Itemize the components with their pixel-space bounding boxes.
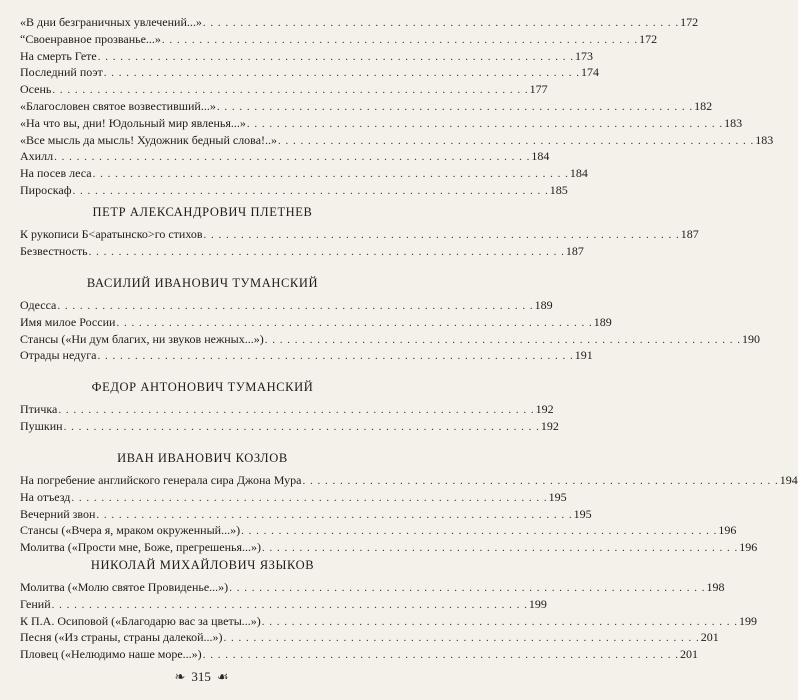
- toc-entry-title: Молитва («Молю святое Провиденье...»): [20, 580, 229, 594]
- toc-entry-page: 191: [574, 348, 593, 363]
- page-footer: [0, 669, 403, 685]
- toc-entry: [20, 165, 588, 182]
- toc-entry: [20, 629, 719, 646]
- toc-entry-title: «Благословен святое возвестивший...»: [20, 98, 216, 113]
- leader-dots: [203, 647, 679, 664]
- leader-dots: [265, 332, 741, 349]
- toc-entry: [20, 579, 725, 596]
- fleuron-left-icon: ❧: [174, 669, 186, 684]
- toc-entry: [20, 522, 737, 539]
- toc-entry-page: 182: [694, 98, 713, 113]
- toc-entry-page: 187: [680, 227, 699, 241]
- toc-entry-page: 199: [528, 596, 547, 611]
- toc-entry-title: На посев леса: [20, 166, 92, 181]
- toc-entry-page: 194: [779, 473, 798, 487]
- toc-entry-page: 172: [639, 31, 658, 46]
- leader-dots: [52, 597, 528, 614]
- toc-entry-page: 198: [706, 580, 725, 594]
- leader-dots: [96, 507, 572, 524]
- toc-entry-page: 201: [679, 647, 698, 662]
- toc-entry: [20, 347, 593, 364]
- leader-dots: [104, 65, 580, 82]
- toc-section-baratynsky: [20, 14, 774, 199]
- toc-entry: [20, 314, 612, 331]
- toc-entry: [20, 596, 547, 613]
- leader-dots: [72, 183, 548, 200]
- leader-dots: [89, 244, 565, 261]
- toc-section-f-tumansky: [20, 401, 559, 435]
- toc-entry: [20, 539, 758, 556]
- leader-dots: [116, 315, 592, 332]
- toc-entry: [20, 115, 743, 132]
- toc-entry-page: 192: [535, 402, 554, 416]
- toc-entry-page: 173: [574, 48, 593, 63]
- section-heading: ФЕДОР АНТОНОВИЧ ТУМАНСКИЙ: [91, 380, 314, 394]
- leader-dots: [98, 49, 574, 66]
- toc-entry: [20, 14, 699, 31]
- toc-entry-page: 189: [534, 298, 553, 312]
- toc-entry-title: На погребение английского генерала сира Джона Мура: [20, 473, 302, 487]
- leader-dots: [93, 166, 569, 183]
- toc-entry: [20, 489, 567, 506]
- leader-dots: [204, 227, 680, 244]
- toc-entry-title: Песня («Из страны, страны далекой...»): [20, 630, 223, 645]
- leader-dots: [229, 580, 705, 597]
- toc-entry-page: 174: [581, 65, 600, 80]
- leader-dots: [262, 614, 738, 631]
- toc-section-kozlov: [20, 472, 798, 556]
- toc-entry-page: 190: [741, 331, 760, 346]
- toc-entry-title: Имя милое России: [20, 314, 116, 329]
- toc-entry-title: Пироскаф: [20, 182, 72, 197]
- leader-dots: [278, 133, 754, 150]
- toc-entry: [20, 226, 699, 243]
- toc-entry: [20, 401, 554, 418]
- toc-entry: [20, 48, 593, 65]
- toc-entry-title: На отъезд: [20, 489, 71, 504]
- toc-entry-page: 195: [573, 506, 592, 521]
- toc-section-v-tumansky: [20, 297, 760, 364]
- toc-entry-title: К рукописи Б<аратынско>го стихов: [20, 227, 203, 241]
- toc-entry-title: Вечерний звон: [20, 506, 96, 521]
- toc-entry: [20, 148, 550, 165]
- leader-dots: [162, 32, 638, 49]
- leader-dots: [241, 523, 717, 540]
- toc-entry-page: 183: [724, 115, 743, 130]
- toc-entry: [20, 331, 760, 348]
- section-heading: ВАСИЛИЙ ИВАНОВИЧ ТУМАНСКИЙ: [86, 276, 319, 290]
- leader-dots: [52, 82, 528, 99]
- toc-entry: [20, 506, 592, 523]
- leader-dots: [217, 99, 693, 116]
- toc-entry-page: 189: [593, 314, 612, 329]
- toc-entry-page: 184: [569, 166, 588, 181]
- toc-entry: [20, 182, 568, 199]
- toc-entry-title: К П.А. Осиповой («Благодарю вас за цветы...»): [20, 613, 261, 628]
- toc-entry-page: 177: [529, 82, 548, 97]
- toc-entry: [20, 646, 698, 663]
- toc-entry-title: Последний поэт: [20, 65, 103, 80]
- toc-entry: [20, 297, 553, 314]
- toc-entry-title: «В дни безграничных увлечений...»: [20, 15, 202, 29]
- section-heading: ПЕТР АЛЕКСАНДРОВИЧ ПЛЕТНЕВ: [92, 205, 313, 219]
- leader-dots: [54, 149, 530, 166]
- leader-dots: [203, 15, 679, 32]
- leader-dots: [64, 419, 540, 436]
- leader-dots: [98, 348, 574, 365]
- toc-entry-page: 185: [549, 182, 568, 197]
- toc-entry-title: Безвестность: [20, 243, 88, 258]
- page-number: 315: [191, 669, 211, 684]
- toc-entry-page: 196: [739, 540, 758, 555]
- toc-entry-page: 184: [531, 149, 550, 164]
- toc-entry: [20, 243, 584, 260]
- toc-entry: [20, 613, 758, 630]
- section-heading: НИКОЛАЙ МИХАЙЛОВИЧ ЯЗЫКОВ: [90, 558, 315, 572]
- toc-entry: [20, 472, 798, 489]
- toc-entry-page: 172: [680, 15, 699, 29]
- toc-entry: [20, 132, 774, 149]
- leader-dots: [58, 402, 534, 419]
- toc-entry-title: Пушкин: [20, 418, 63, 433]
- toc-entry-page: 199: [739, 613, 758, 628]
- toc-entry-title: Отрады недуга: [20, 348, 97, 363]
- toc-entry-title: “Своенравное прозванье...»: [20, 31, 161, 46]
- toc-entry: [20, 418, 559, 435]
- toc-entry-page: 187: [565, 243, 584, 258]
- section-heading: ИВАН ИВАНОВИЧ КОЗЛОВ: [117, 451, 288, 465]
- fleuron-right-icon: ☙: [216, 669, 229, 684]
- leader-dots: [57, 298, 533, 315]
- toc-entry-title: Гений: [20, 596, 51, 611]
- toc-entry-title: Стансы («Вчера я, мраком окруженный...»): [20, 523, 241, 538]
- toc-entry-title: Молитва («Прости мне, Боже, прегрешенья...»): [20, 540, 262, 555]
- leader-dots: [262, 540, 738, 557]
- toc-entry-title: Осень: [20, 82, 52, 97]
- toc-entry-page: 196: [718, 523, 737, 538]
- toc-entry-title: «На что вы, дни! Юдольный мир явленья...»: [20, 115, 246, 130]
- toc-entry-page: 201: [700, 630, 719, 645]
- toc-entry: [20, 31, 658, 48]
- toc-section-pletnev: [20, 226, 699, 260]
- toc-entry: [20, 64, 600, 81]
- toc-entry: [20, 81, 548, 98]
- toc-entry-page: 192: [540, 418, 559, 433]
- toc-entry-title: Ахилл: [20, 149, 54, 164]
- toc-entry: [20, 98, 713, 115]
- toc-entry-page: 195: [548, 489, 567, 504]
- toc-entry-title: Стансы («Ни дум благих, ни звуков нежных...»): [20, 331, 264, 346]
- toc-section-yazykov: [20, 579, 758, 663]
- toc-entry-title: Одесса: [20, 298, 57, 312]
- toc-entry-title: Птичка: [20, 402, 58, 416]
- toc-entry-page: 183: [755, 132, 774, 147]
- leader-dots: [71, 490, 547, 507]
- leader-dots: [247, 116, 723, 133]
- toc-entry-title: «Все мысль да мысль! Художник бедный слова!..»: [20, 132, 278, 147]
- leader-dots: [224, 630, 700, 647]
- toc-entry-title: Пловец («Нелюдимо наше море...»): [20, 647, 202, 662]
- toc-entry-title: На смерть Гете: [20, 48, 97, 63]
- leader-dots: [302, 473, 778, 490]
